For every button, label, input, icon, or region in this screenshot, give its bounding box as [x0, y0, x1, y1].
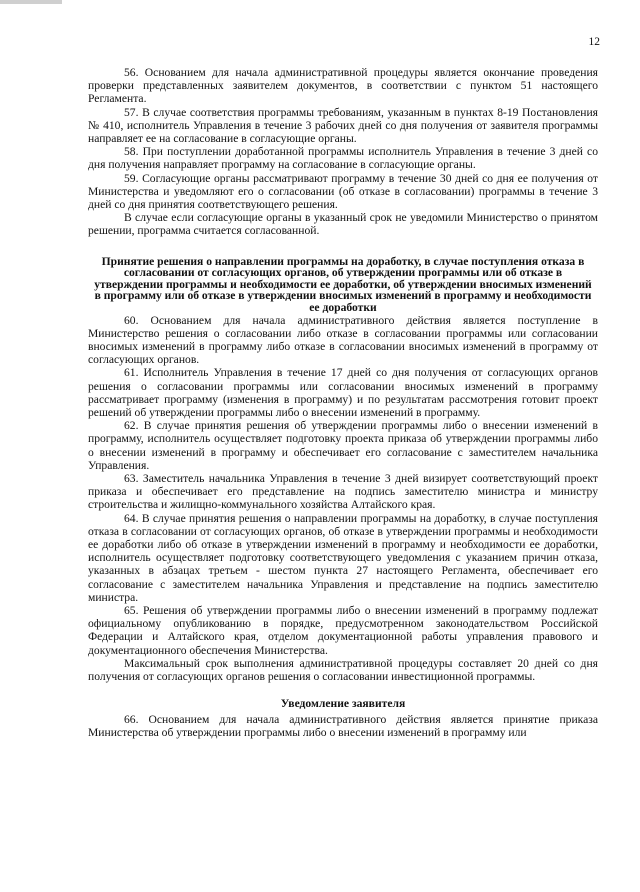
document-body [88, 66, 598, 739]
paragraph-56: 56. Основанием для начала административной процедуры является окончание проведения проверки представленных заявителем документов, в соответствии с пунктом 51 настоящего Регламента. [88, 66, 598, 106]
paragraph-62: 62. В случае принятия решения об утверждении программы либо о внесении изменений в программу, исполнитель осуществляет подготовку проекта приказа об утверждении программы либо о внесении изменений в программу и обеспечивает его согласование с заместителем начальника Управления. [88, 419, 598, 472]
paragraph-64: 64. В случае принятия решения о направлении программы на доработку, в случае поступления отказа в согласовании от согласующих органов, об отказе в утверждении программы и необходимости ее доработки либо об отказе в утверждении изменений в программу и необходимости ее доработки, исполнитель осуществляет подготовку соответствующего уведомления с указанием причин отказа, указанных в абзацах третьем - шестом пункта 27 настоящего Регламента, обеспечивает его согласование с заместителем начальника Управления и представление на подпись заместителю министра. [88, 511, 598, 604]
scan-edge-mark [0, 0, 62, 4]
paragraph-max-term: Максимальный срок выполнения административной процедуры составляет 20 дней со дня получения от согласующих органов решения о согласовании инвестиционной программы. [88, 656, 598, 684]
paragraph-59-note: В случае если согласующие органы в указанный срок не уведомили Министерство о принятом решении, программа считается согласованной. [88, 211, 598, 238]
section-heading-decision: Принятие решения о направлении программы на доработку, в случае поступления отказа в согласовании от согласующих органов, об утверждении программы или об отказе в утверждении программы и необходимости ее доработки, об утверждении вносимых изменений в программу или об отказе в утверждении вносимых изменений в программу и необходимости ее доработки [94, 254, 592, 315]
paragraph-63: 63. Заместитель начальника Управления в течение 3 дней визирует соответствующий проект приказа и обеспечивает его представление на подпись заместителю министра и министру строительства и жилищно-коммунального хозяйства Алтайского края. [88, 472, 598, 512]
paragraph-60: 60. Основанием для начала административного действия является поступление в Министерство решения о согласовании либо отказе в согласовании программы или согласовании вносимых изменений в программу либо отказе в согласовании вносимых изменений в программу от согласующих органов. [88, 313, 598, 367]
paragraph-61: 61. Исполнитель Управления в течение 17 дней со дня получения от согласующих органов решения о согласовании программы или согласовании вносимых изменений в программу рассматривает программу (изменения в программу) и по результатам рассмотрения готовит проект решений об утверждении программы либо о внесении изменений в программу. [88, 366, 598, 420]
page-number: 12 [588, 36, 600, 48]
paragraph-66: 66. Основанием для начала административного действия является принятие приказа Министерства об утверждении программы либо о внесении изменений в программу или [88, 712, 598, 739]
paragraph-59: 59. Согласующие органы рассматривают программу в течение 30 дней со дня ее получения от Министерства и уведомляют его о согласовании (об отказе в согласовании) программы в течение 3 дней со дня принятия соответствующего решения. [88, 171, 598, 212]
section-heading-notification: Уведомление заявителя [280, 697, 406, 711]
paragraph-65: 65. Решения об утверждении программы либо о внесении изменений в программу подлежат официальному опубликованию в порядке, предусмотренном законодательством Российской Федерации и Алтайского края, отделом документационной работы управления правового и документационного обеспечения Министерства. [88, 604, 598, 657]
paragraph-57: 57. В случае соответствия программы требованиям, указанным в пунктах 8-19 Постановления № 410, исполнитель Управления в течение 3 рабочих дней со дня получения от заявителя программы направляет ее на согласование в согласующие органы. [88, 105, 598, 146]
paragraph-58: 58. При поступлении доработанной программы исполнитель Управления в течение 3 дней со дня получения направляет программу на согласование в согласующие органы. [88, 145, 598, 172]
